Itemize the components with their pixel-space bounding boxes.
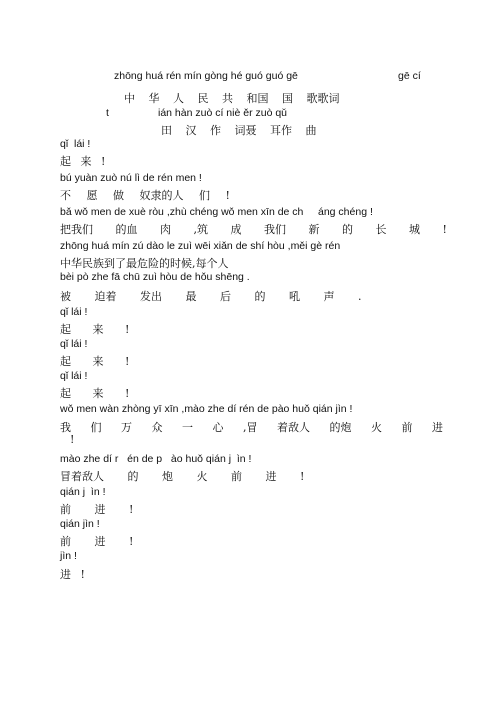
lyric-pinyin-8: qǐ lái ! — [60, 370, 88, 382]
credit-pinyin-b: ián hàn zuò cí niè ěr zuò qǔ — [158, 107, 288, 119]
lyric-pinyin-3: bǎ wǒ men de xuè ròu ,zhù chéng wǒ men xīn de ch áng chéng ! — [60, 206, 373, 218]
lyric-hanzi-11: 前 进 ! — [60, 503, 134, 516]
lyric-pinyin-4: zhōng huá mín zú dào le zuì wēi xiǎn de shí hòu ,měi gè rén — [60, 240, 341, 252]
lyric-hanzi-7: 起 来 ! — [60, 355, 130, 368]
lyric-pinyin-10: mào zhe dí r én de p ào huǒ qián j ìn ! — [60, 453, 252, 465]
lyric-hanzi-13: 进 ! — [60, 568, 85, 581]
lyric-hanzi-10: 冒着敌人 的 炮 火 前 进 ! — [60, 470, 305, 483]
lyric-pinyin-1: qǐ lái ! — [60, 138, 91, 150]
lyric-hanzi-1: 起 来 ! — [60, 155, 106, 168]
lyric-hanzi-4: 中华民族到了最危险的时候,每个人 — [60, 257, 229, 270]
lyric-hanzi-8: 起 来 ! — [60, 387, 130, 400]
lyric-pinyin-11: qián j ìn ! — [60, 486, 106, 498]
lyric-hanzi-6: 起 来 ! — [60, 323, 130, 336]
lyric-hanzi-5: 被 迫着 发出 最 后 的 吼 声 . — [60, 290, 362, 303]
title-hanzi: 中 华 人 民 共 和国 国 歌歌词 — [124, 92, 340, 105]
lyric-pinyin-6: qǐ lái ! — [60, 306, 88, 318]
lyric-pinyin-12: qián jìn ! — [60, 518, 100, 530]
lyric-pinyin-5: bèi pò zhe fā chū zuì hòu de hǒu shēng . — [60, 271, 250, 283]
lyric-hanzi-12: 前 进 ! — [60, 535, 134, 548]
lyric-pinyin-7: qǐ lái ! — [60, 338, 88, 350]
title-pinyin: zhōng huá rén mín gòng hé guó guó gē — [114, 70, 298, 82]
title-pinyin-tail: gē cí — [398, 70, 421, 82]
lyric-pinyin-2: bú yuàn zuò nú lì de rén men ! — [60, 172, 202, 184]
lyric-hanzi-3: 把我们 的血 肉 ,筑 成 我们 新 的 长 城 ! — [60, 223, 447, 236]
credit-hanzi: 田 汉 作 词聂 耳作 曲 — [161, 124, 317, 137]
lyric-pinyin-9: wǒ men wàn zhòng yī xīn ,mào zhe dí rén de pào huǒ qián jìn ! — [60, 403, 353, 415]
credit-pinyin-a: t — [106, 107, 109, 119]
lyric-hanzi-9-tail: ! — [70, 433, 75, 446]
lyric-pinyin-13: jìn ! — [60, 550, 77, 562]
lyric-hanzi-2: 不 愿 做 奴隶的人 们 ! — [60, 189, 230, 202]
lyric-hanzi-9: 我 们 万 众 一 心 ,冒 着敌人 的炮 火 前 进 — [60, 421, 443, 434]
